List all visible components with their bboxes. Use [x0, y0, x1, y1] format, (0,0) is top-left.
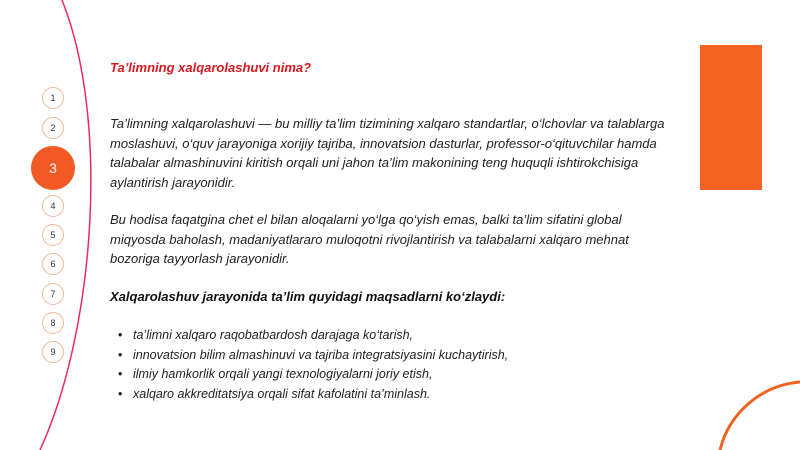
goal-item: • ta’limni xalqaro raqobatbardosh darajaga ko‘tarish,: [118, 326, 508, 346]
goal-item: • innovatsion bilim almashinuvi va tajriba integratsiyasini kuchaytirish,: [118, 346, 508, 366]
explanation-paragraph: Bu hodisa faqatgina chet el bilan aloqalarni yo‘lga qo‘yish emas, balki ta’lim sifatini global miqyosda baholash, madaniyatlararo muloqotni rivojlantirish va talabalarni xalqaro mehnat bozoriga tayyorlash jarayonidir.: [110, 212, 629, 266]
goal-item: • xalqaro akkreditatsiya orqali sifat kafolatini ta’minlash.: [118, 385, 508, 405]
slide-navigation: [0, 0, 110, 450]
goal-item: • ilmiy hamkorlik orqali yangi texnologiyalarni joriy etish,: [118, 365, 508, 385]
slide-title: Ta’limning xalqarolashuvi nima?: [110, 60, 312, 75]
nav-item-4[interactable]: 4: [42, 195, 64, 217]
nav-item-8[interactable]: 8: [42, 312, 64, 334]
goals-heading: Xalqarolashuv jarayonida ta’lim quyidagi maqsadlarni ko‘zlaydi:: [110, 289, 506, 304]
accent-rectangle: [700, 45, 762, 190]
goals-list: [118, 326, 508, 404]
nav-item-9[interactable]: 9: [42, 341, 64, 363]
nav-item-5[interactable]: 5: [42, 224, 64, 246]
definition-paragraph: Ta’limning xalqarolashuvi — bu milliy ta’lim tizimining xalqaro standartlar, o‘lchovlar va talablarga moslashuvi, o‘quv jarayoniga xorijiy tajriba, innovatsion dasturlar, professor-o‘qituvchilar hamda talabalar almashinuvini kiritish orqali uni jahon ta’lim makonining teng huquqli ishtirokchisiga aylantirish jarayonidir.: [110, 116, 665, 190]
bottom-right-arc: [720, 382, 800, 450]
nav-item-3-active[interactable]: 3: [31, 146, 75, 190]
nav-item-2[interactable]: 2: [42, 117, 64, 139]
nav-item-7[interactable]: 7: [42, 283, 64, 305]
nav-item-6[interactable]: 6: [42, 253, 64, 275]
nav-item-1[interactable]: 1: [42, 87, 64, 109]
